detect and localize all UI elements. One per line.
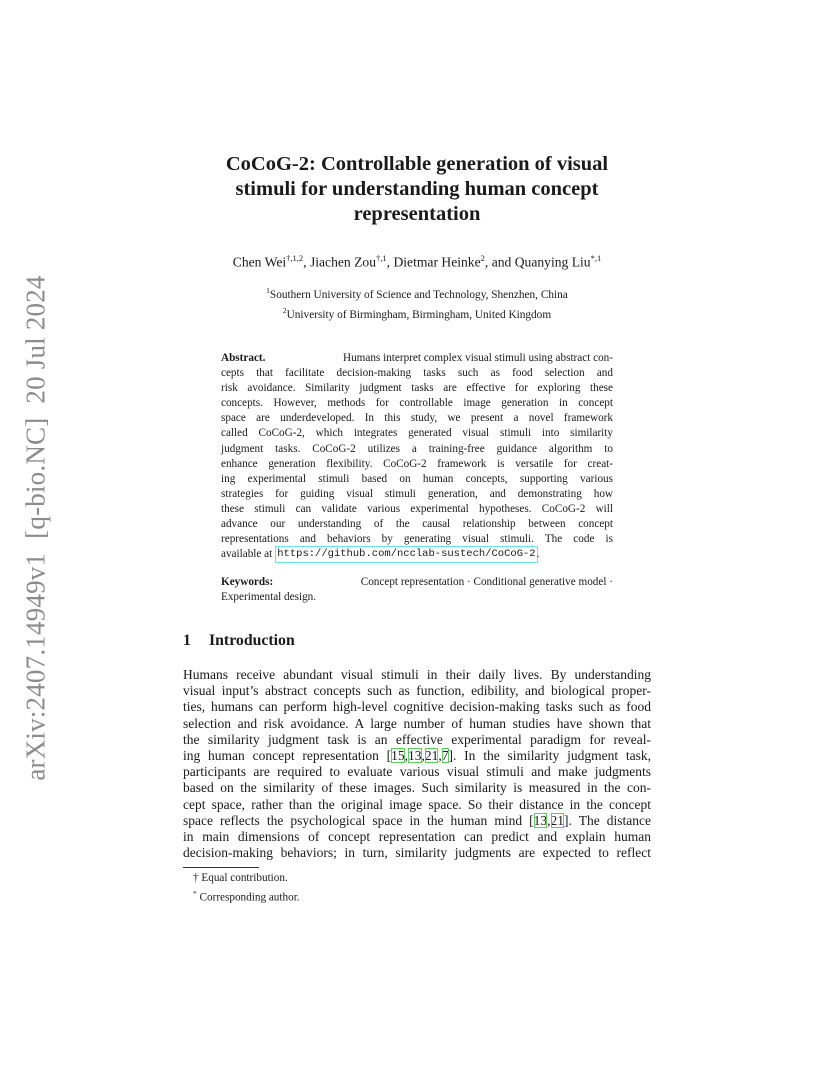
author-list [140,253,694,271]
abstract-line [221,532,613,547]
keywords [221,575,613,605]
footnote-text: Corresponding author. [199,891,300,904]
arxiv-identifier-stamp [21,275,52,780]
author-name: Quanying Liu [514,254,591,270]
keywords-line [221,575,613,590]
code-repository-link[interactable]: https://github.com/ncclab-sustech/CoCoG-2 [276,547,536,562]
affiliation-text: Southern University of Science and Technology, Shenzhen, China [269,288,568,301]
affiliations [140,283,694,323]
introduction-body [183,667,651,861]
abstract-label: Abstract. [221,352,266,364]
affiliation [140,303,694,323]
abstract-line [221,517,613,532]
keywords-text: Concept representation · Conditional generative model · [360,576,613,588]
section-heading [183,632,295,650]
abstract-text: ing experimental stimuli based on human concepts, supporting various [221,472,613,485]
abstract-text: judgment tasks. CoCoG-2 utilizes a training-free guidance algorithm to [221,442,613,455]
abstract-line [221,457,613,472]
body-text: cept space, rather than the original image space. So their distance in the concept [183,796,651,812]
author-separator: , and [484,254,515,270]
author-name: Dietmar Heinke [393,254,481,270]
body-text: based on the similarity of these images. Such similarity is measured in the con- [183,780,651,796]
body-text: the similarity judgment task is an effective experimental paradigm for reveal- [183,731,651,747]
abstract-text: called CoCoG-2, which integrates generated visual stimuli into similarity [221,427,613,440]
body-text: Humans receive abundant visual stimuli in their daily lives. By understanding [183,667,651,682]
author-separator: , [386,254,394,270]
author-name: Jiachen Zou [309,254,377,270]
abstract-text: available at [221,548,273,561]
title-line: CoCoG-2: Controllable generation of visual [225,153,609,175]
author-marks: †,1,2 [286,253,304,263]
abstract-text: . [536,548,540,561]
citation-link[interactable]: 15 [391,748,405,764]
abstract-text: cepts that facilitate decision-making tasks such as food selection and [221,367,613,380]
body-text: ties, humans can perform high-level cognitive decision-making tasks such as food [183,699,651,715]
abstract-text: representations and behaviors by generating visual stimuli. The code is [221,533,613,546]
abstract-line [221,442,613,457]
body-text: ing human concept representation [15,13,21,7]. In the similarity judgment task, [183,748,651,764]
abstract-text: advance our understanding of the causal relationship between concept [221,518,613,531]
author-marks: *,1 [590,253,602,263]
body-line [183,732,651,748]
paper-title [183,152,651,227]
affiliation-text: University of Birmingham, Birmingham, United Kingdom [286,308,552,321]
abstract-line [221,381,613,396]
section-title: Introduction [209,632,295,649]
abstract-line [221,472,613,487]
citation-link[interactable]: 21 [550,812,565,828]
arxiv-id: arXiv:2407.14949v1 [20,552,51,781]
section-number: 1 [183,632,191,649]
citation-link[interactable]: 13 [533,812,548,828]
body-text: selection and risk avoidance. A large number of human studies have shown that [183,715,651,731]
footnote [193,871,300,886]
citation-link[interactable]: 21 [424,748,439,764]
body-line [183,780,651,796]
body-text: space reflects the psychological space in the human mind [13,21]. The distance [183,812,651,828]
body-line [183,667,651,683]
body-line [183,829,651,845]
abstract-text: space are underdeveloped. In this study, we present a novel framework [221,412,613,425]
abstract-line [221,351,613,366]
body-line [183,845,651,861]
author-marks: 2 [480,253,485,263]
arxiv-category: [q-bio.NC] [20,417,51,539]
abstract-line [221,487,613,502]
abstract [221,351,613,562]
author-marks: †,1 [376,253,387,263]
body-text-fragment: ]. In the similarity judgment task, [448,748,651,764]
abstract-line [221,426,613,441]
title-line: stimuli for understanding human concept [235,178,599,200]
citation-link[interactable]: 7 [441,748,449,764]
abstract-text: these stimuli can validate various experimental hypotheses. CoCoG-2 will [221,502,613,515]
abstract-line [221,547,613,562]
footnote-mark: * [193,889,197,898]
author-separator: , [303,254,310,270]
affiliation-number: 2 [282,305,287,315]
body-text: decision-making behaviors; in turn, similarity judgments are expected to reflect [183,845,651,861]
footnote-rule [183,867,259,868]
body-line [183,813,651,829]
footnote-mark: † [193,872,199,884]
affiliation-number: 1 [266,286,270,295]
abstract-text: concepts. However, methods for controllable image generation in concept [221,397,613,410]
body-line [183,764,651,780]
body-line [183,683,651,699]
keywords-line [221,590,613,605]
abstract-text: strategies for guiding visual stimuli generation, and demonstrating how [221,487,613,500]
abstract-text: risk avoidance. Similarity judgment tasks are effective for exploring these [221,382,613,395]
body-line [183,797,651,813]
arxiv-date: 20 Jul 2024 [20,275,51,404]
body-text: visual input’s abstract concepts such as function, edibility, and biological proper- [183,683,651,699]
keywords-text: Experimental design. [221,591,317,604]
body-text-fragment: ing human concept representation [ [183,748,392,764]
body-text: participants are required to evaluate various visual stimuli and make judgments [183,764,651,780]
abstract-text: enhance generation flexibility. CoCoG-2 framework is versatile for creat- [221,457,613,470]
body-text-fragment: ]. The distance [564,812,651,828]
body-text: in main dimensions of concept representation can predict and explain human [183,829,651,845]
body-line [183,748,651,764]
title-line: representation [353,203,481,225]
body-line [183,699,651,715]
citation-link[interactable]: 13 [408,748,422,764]
keywords-label: Keywords: [221,576,274,588]
abstract-line [221,366,613,381]
abstract-text: Humans interpret complex visual stimuli using abstract con- [343,352,613,364]
abstract-line [221,502,613,517]
footnote [193,886,300,906]
abstract-line [221,411,613,426]
author-name: Chen Wei [232,254,287,270]
abstract-line [221,396,613,411]
affiliation [140,283,694,303]
body-text-fragment: space reflects the psychological space in the human mind [ [183,812,534,828]
footnote-text: Equal contribution. [201,872,288,884]
footnotes [193,871,300,906]
body-line [183,716,651,732]
